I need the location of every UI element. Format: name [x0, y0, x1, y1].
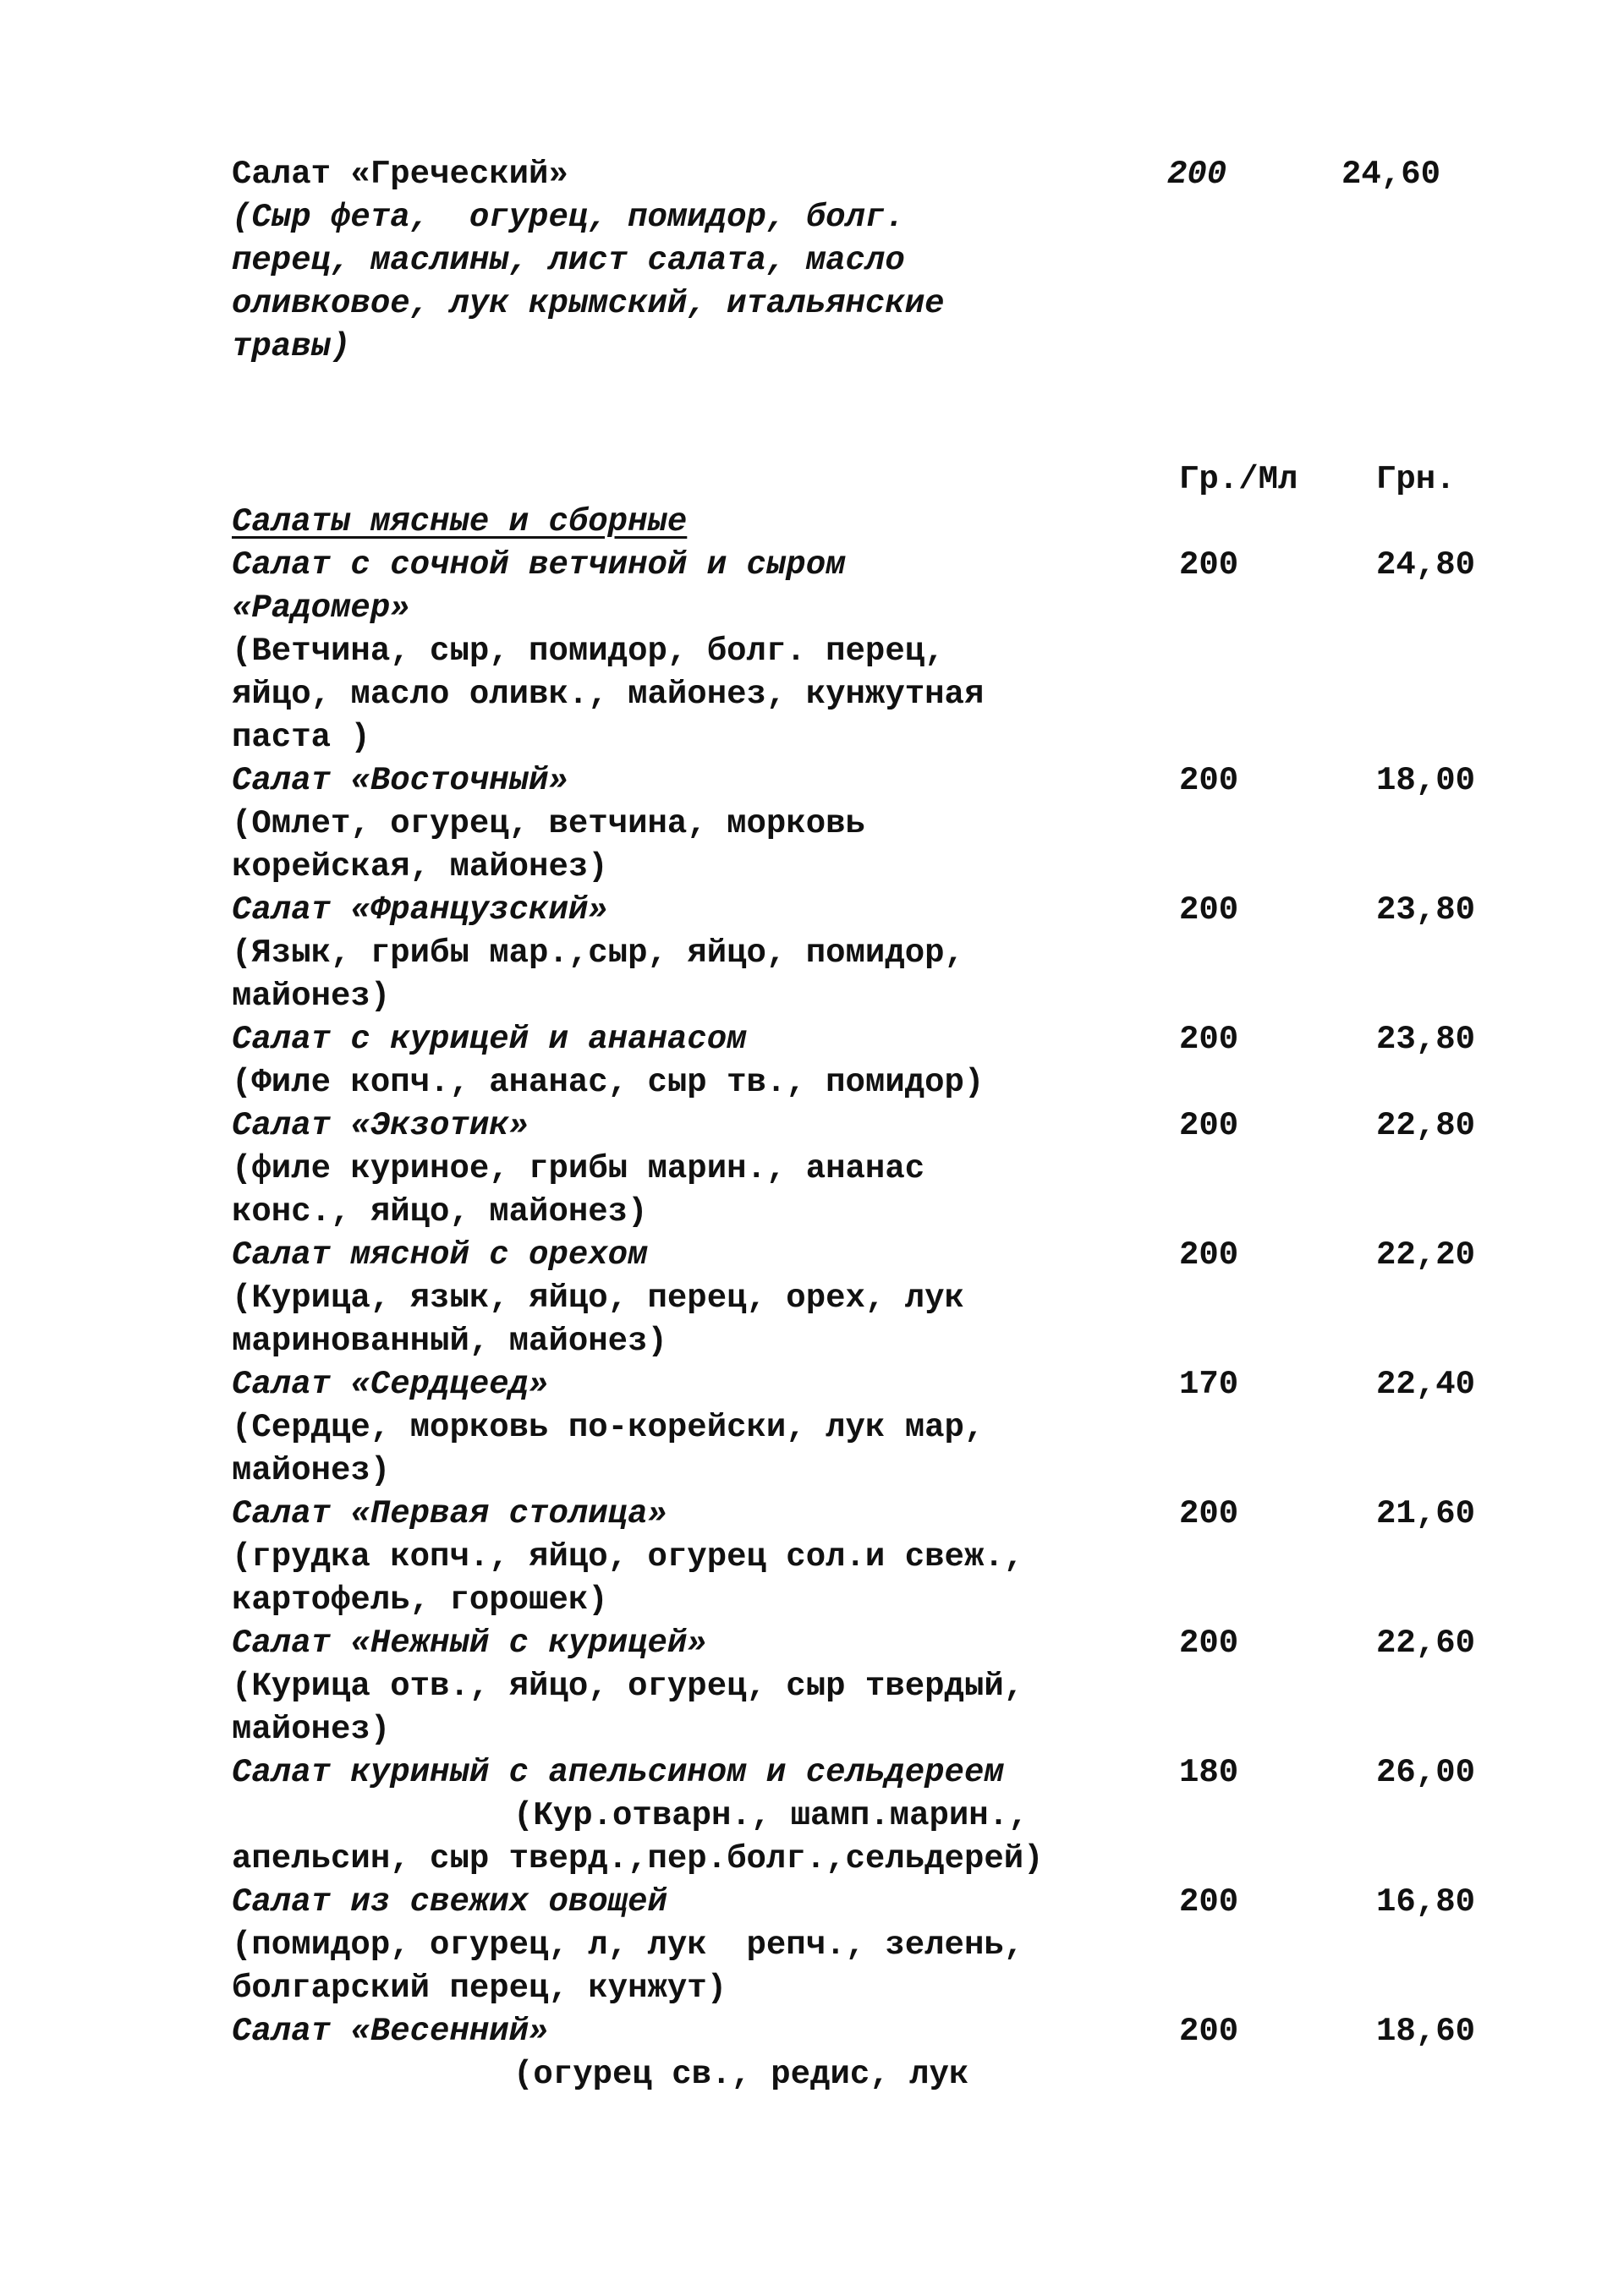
item-desc-greek: травы): [232, 328, 351, 365]
item-name: Салат с курицей и ананасом: [232, 1021, 747, 1058]
item-weight: 170: [1179, 1366, 1239, 1403]
item-weight: 200: [1179, 891, 1239, 929]
item-name: Салат «Нежный с курицей»: [232, 1625, 707, 1662]
item-desc-greek: (Сыр фета, огурец, помидор, болг.: [232, 199, 905, 236]
item-desc: майонез): [232, 978, 391, 1015]
item-name: Салат «Восточный»: [232, 762, 568, 799]
item-desc-greek: оливковое, лук крымский, итальянские: [232, 285, 945, 322]
item-name: Салат «Весенний»: [232, 2013, 549, 2050]
item-weight: 200: [1179, 1625, 1239, 1662]
item-desc: (Курица, язык, яйцо, перец, орех, лук: [232, 1280, 964, 1317]
column-header-weight: Гр./Мл: [1179, 461, 1298, 498]
item-name: Салат куриный с апельсином и сельдереем: [232, 1754, 1004, 1791]
item-weight: 200: [1179, 1883, 1239, 1921]
item-weight: 180: [1179, 1754, 1239, 1791]
section-title: Салаты мясные и сборные: [232, 503, 688, 540]
item-desc: корейская, майонез): [232, 848, 608, 885]
item-desc: паста ): [232, 719, 370, 756]
item-desc: (Омлет, огурец, ветчина, морковь: [232, 805, 865, 842]
item-desc: апельсин, сыр тверд.,пер.болг.,сельдерей): [232, 1840, 1044, 1877]
item-name: Салат мясной с орехом: [232, 1236, 648, 1274]
item-desc: (Курица отв., яйцо, огурец, сыр твердый,: [232, 1668, 1024, 1705]
item-price: 21,60: [1376, 1495, 1476, 1532]
item-price: 22,40: [1376, 1366, 1476, 1403]
item-name: Салат из свежих овощей: [232, 1883, 667, 1921]
item-weight: 200: [1179, 762, 1239, 799]
item-desc: болгарский перец, кунжут): [232, 1970, 727, 2007]
item-price: 22,20: [1376, 1236, 1476, 1274]
column-header-price: Грн.: [1376, 461, 1456, 498]
item-price: 22,80: [1376, 1107, 1476, 1144]
item-price: 18,00: [1376, 762, 1476, 799]
item-desc: (Кур.отварн., шамп.марин.,: [513, 1797, 1029, 1834]
item-name: Салат с сочной ветчиной и сыром: [232, 546, 846, 584]
item-price: 22,60: [1376, 1625, 1476, 1662]
item-price: 23,80: [1376, 1021, 1476, 1058]
item-desc: картофель, горошек): [232, 1581, 608, 1619]
item-weight: 200: [1179, 2013, 1239, 2050]
item-desc: (филе куриное, грибы марин., ананас: [232, 1150, 925, 1187]
item-weight: 200: [1179, 1021, 1239, 1058]
item-desc: (огурец св., редис, лук: [513, 2056, 969, 2093]
item-price: 23,80: [1376, 891, 1476, 929]
item-weight: 200: [1179, 1495, 1239, 1532]
item-name: Салат «Французский»: [232, 891, 608, 929]
item-desc: майонез): [232, 1711, 391, 1748]
item-name: Салат «Первая столица»: [232, 1495, 667, 1532]
item-weight-greek: 200: [1167, 156, 1227, 193]
item-name: «Радомер»: [232, 589, 410, 627]
item-weight: 200: [1179, 1107, 1239, 1144]
item-desc: (грудка копч., яйцо, огурец сол.и свеж.,: [232, 1538, 1024, 1575]
item-name-greek: Салат «Греческий»: [232, 156, 568, 193]
item-weight: 200: [1179, 546, 1239, 584]
item-price: 18,60: [1376, 2013, 1476, 2050]
item-price-greek: 24,60: [1341, 156, 1441, 193]
item-price: 16,80: [1376, 1883, 1476, 1921]
item-price: 24,80: [1376, 546, 1476, 584]
item-desc: конс., яйцо, майонез): [232, 1193, 648, 1230]
item-desc: майонез): [232, 1452, 391, 1489]
item-desc: (помидор, огурец, л, лук репч., зелень,: [232, 1926, 1024, 1964]
item-desc: (Филе копч., ананас, сыр тв., помидор): [232, 1064, 985, 1101]
item-price: 26,00: [1376, 1754, 1476, 1791]
item-name: Салат «Экзотик»: [232, 1107, 529, 1144]
item-desc-greek: перец, маслины, лист салата, масло: [232, 242, 905, 279]
item-desc: (Язык, грибы мар.,сыр, яйцо, помидор,: [232, 934, 964, 972]
item-desc: маринованный, майонез): [232, 1323, 667, 1360]
item-desc: (Ветчина, сыр, помидор, болг. перец,: [232, 633, 945, 670]
item-desc: яйцо, масло оливк., майонез, кунжутная: [232, 676, 985, 713]
item-name: Салат «Сердцеед»: [232, 1366, 549, 1403]
item-desc: (Сердце, морковь по-корейски, лук мар,: [232, 1409, 985, 1446]
item-weight: 200: [1179, 1236, 1239, 1274]
